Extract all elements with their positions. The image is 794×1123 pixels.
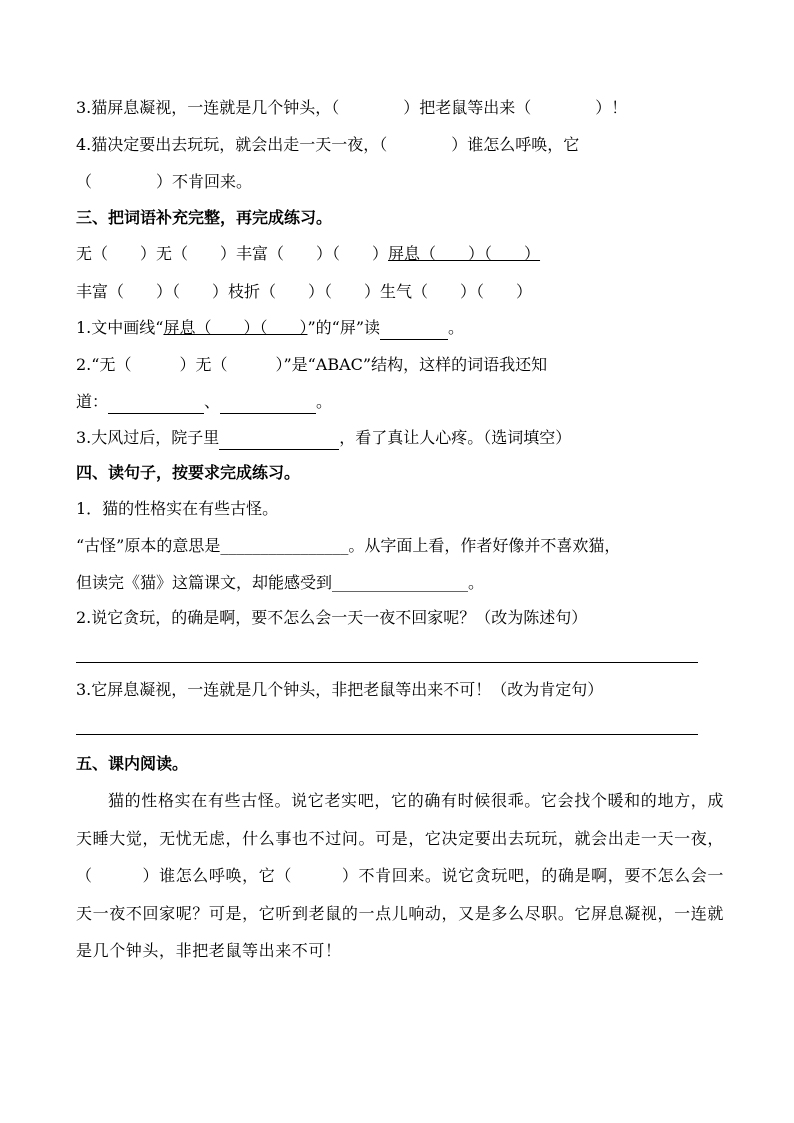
exercise-2-end: 。	[316, 392, 333, 411]
exercise-2-line: 2.“无（ ）无（ ）”是“ABAC”结构，这样的词语我还知	[76, 355, 548, 374]
reading-passage: 猫的性格实在有些古怪。说它老实吧，它的确有时候很乖。它会找个暖和的地方，成天睡大觉，无忧无虑，什么事也不过问。可是，它决定要出去玩玩，就会出走一天一夜，（ ）谁怎么呼唤，它（ ）不肯回来。说它贪玩吧，的确是啊，要不怎么会一天一夜不回家呢？可是，它听到老鼠的一点儿响动，又是多么尽职。它屏息凝视，一连就是几个钟头，非把老鼠等出来不可！	[76, 791, 724, 961]
separator: 、	[204, 392, 221, 411]
exercise-3-prefix: 3.大风过后，院子里	[76, 428, 220, 447]
sentence-1-question-line-1	[76, 534, 620, 558]
exercise-2-prefix: 道：	[76, 392, 109, 411]
answer-line-1[interactable]	[76, 662, 698, 663]
pronunciation-blank[interactable]	[380, 321, 448, 340]
exercise-1-prefix: 1.文中画线“	[76, 318, 164, 337]
section-4-heading: 四、读句子，按要求完成练习。	[76, 463, 301, 482]
question-3-line: 3.猫屏息凝视，一连就是几个钟头，（ ）把老鼠等出来（ ）！	[76, 98, 628, 117]
question-suffix: 。从字面上看，作者好像并不喜欢猫，	[348, 536, 621, 555]
word-blank-1[interactable]	[108, 395, 204, 414]
exercise-2-answer-line	[76, 390, 332, 414]
sentence-2: 2.说它贪玩，的确是啊，要不怎么会一天一夜不回家呢？（改为陈述句）	[76, 608, 588, 627]
question-prefix: “古怪”原本的意思是	[76, 536, 221, 555]
question-4-line-continued: （ ）不肯回来。	[76, 172, 253, 191]
word-blank-2[interactable]	[220, 395, 316, 414]
exercise-1-end: 。	[448, 318, 465, 337]
sentence-3: 3.它屏息凝视，一连就是几个钟头，非把老鼠等出来不可！（改为肯定句）	[76, 680, 604, 699]
question-2-prefix: 但读完《猫》这篇课文，却能感受到	[76, 573, 333, 592]
exercise-3-suffix: ，看了真让人心疼。（选词填空）	[339, 428, 572, 447]
exercise-3-line	[76, 426, 571, 450]
word-fill-row-1-start: 无（ ）无（ ）丰富（ ）（ ）	[76, 244, 389, 263]
section-5-heading: 五、课内阅读。	[76, 754, 189, 773]
fill-word-blank[interactable]	[219, 431, 339, 450]
word-fill-row-2: 丰富（ ）（ ）枝折（ ）（ ）生气（ ）（ ）	[76, 282, 533, 301]
question-2-suffix: 。	[468, 573, 485, 592]
meaning-blank[interactable]: ________________	[220, 536, 349, 555]
word-fill-row-1	[76, 242, 540, 266]
exercise-1-underlined-phrase: 屏息（ ）（ ）	[163, 318, 308, 337]
answer-line-2[interactable]	[76, 734, 698, 735]
feeling-blank[interactable]: _________________	[332, 573, 469, 592]
sentence-1: 1．猫的性格实在有些古怪。	[76, 499, 279, 518]
sentence-1-question-line-2	[76, 571, 484, 595]
exercise-1-middle: ”的“屏”读	[307, 318, 381, 337]
section-3-heading: 三、把词语补充完整，再完成练习。	[76, 208, 333, 227]
underlined-phrase: 屏息（ ）（ ）	[388, 244, 541, 263]
exercise-1-line	[76, 316, 464, 340]
question-4-line: 4.猫决定要出去玩玩，就会出走一天一夜，（ ）谁怎么呼唤，它	[76, 135, 580, 154]
